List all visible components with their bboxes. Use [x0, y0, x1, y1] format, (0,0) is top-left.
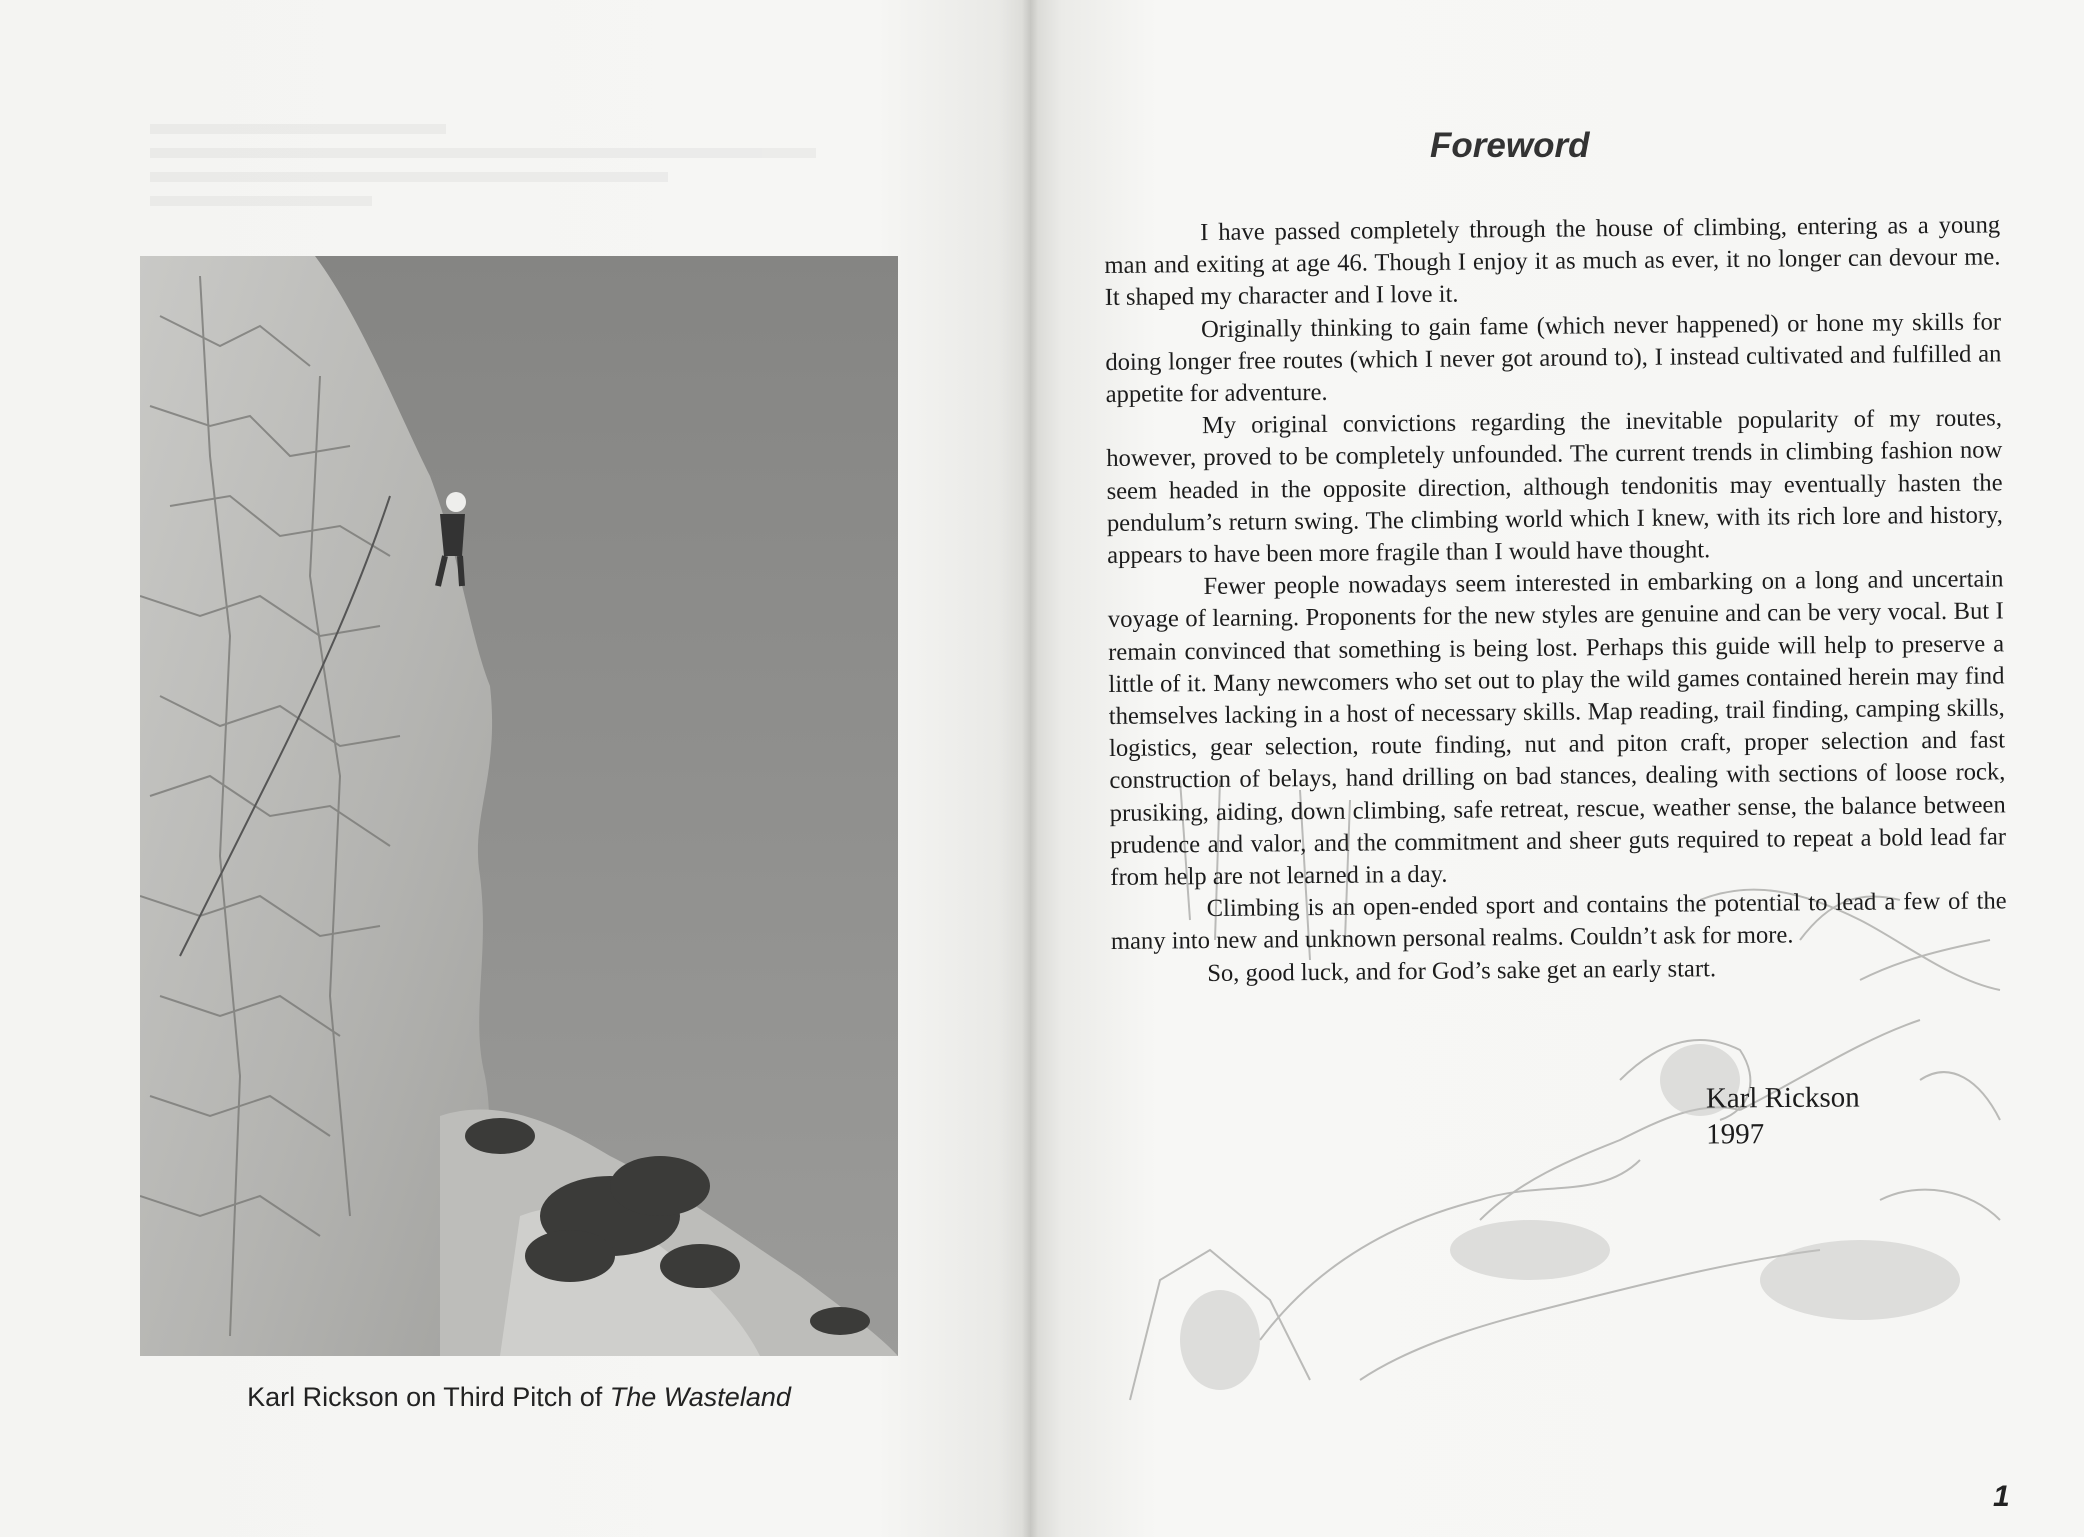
climbing-photo: [140, 256, 898, 1356]
book-gutter: [1022, 0, 1038, 1537]
foreword-paragraph-1: I have passed completely through the house of climbing, entering as a young man and exiting at age 46. Though I enjoy it as much as ever, it no longer can devour me. It shaped my character and I love it.: [1104, 211, 2001, 312]
signature-year: 1997: [1706, 1118, 1765, 1151]
left-page: [0, 0, 1030, 1537]
foreword-title: Foreword: [1430, 126, 1590, 165]
foreword-paragraph-4: Fewer people nowadays seem interested in embarking on a long and uncertain voyage of learning. Proponents for the new styles are genuine and can be very vocal. But I remain convinced that something is being lost. Perhaps this guide will help to preserve a little of it. Many newcomers who set out to play the wild games contained herein may find themselves lacking in a host of necessary skills. Map reading, trail finding, camping skills, logistics, gear selection, route finding, nut and piton craft, proper selection and fast construction of belays, hand drilling on bad stances, dealing with sections of loose rock, prusiking, aiding, down climbing, safe retreat, rescue, weather sense, the balance between prudence and valor, and the commitment and sheer guts required to repeat a bold lead far from help are not learned in a day.: [1107, 565, 2007, 892]
photo-caption: [140, 1382, 898, 1413]
page-number: 1: [1993, 1480, 2010, 1513]
caption-prefix: Karl Rickson on Third Pitch of: [247, 1382, 610, 1412]
foreword-paragraph-5: Climbing is an open-ended sport and contains the potential to lead a few of the many into new and unknown personal realms. Couldn’t ask for more.: [1110, 887, 2007, 956]
signature-name: Karl Rickson: [1705, 1081, 1860, 1115]
foreword-paragraph-2: Originally thinking to gain fame (which never happened) or hone my skills for doing longer free routes (which I never got around to), I instead cultivated and fulfilled an appetite for adventure.: [1105, 308, 2002, 409]
foreword-paragraph-3: My original convictions regarding the inevitable popularity of my routes, however, proved to be completely unfounded. The current trends in climbing fashion now seem headed in the opposite direction, although tendonitis may eventually hasten the pendulum’s return swing. The climbing world which I knew, with its rich lore and history, appears to have been more fragile than I would have thought.: [1106, 404, 2004, 570]
show-through-text: [150, 110, 890, 240]
caption-route-name: The Wasteland: [609, 1382, 791, 1412]
foreword-body: [1104, 209, 2007, 990]
foreword-paragraph-6: So, good luck, and for God’s sake get an early start.: [1207, 954, 1717, 987]
signature-block: [1706, 1079, 1860, 1152]
